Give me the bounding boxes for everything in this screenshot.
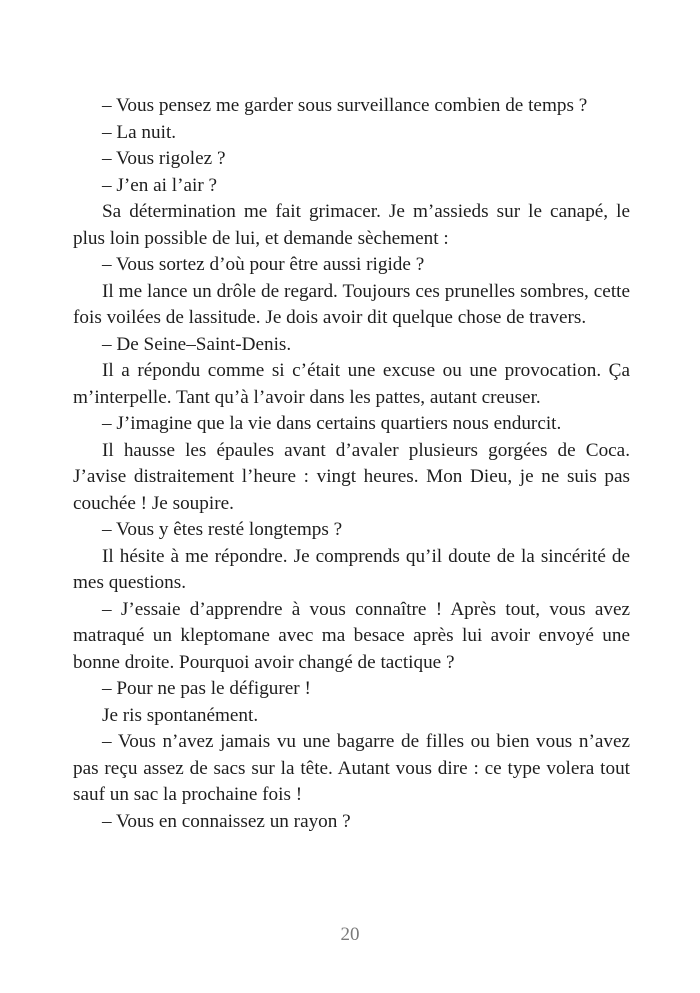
paragraph: – Vous pensez me garder sous surveillance combien de temps ? <box>102 95 588 116</box>
paragraph: – Vous sortez d’où pour être aussi rigide ? <box>102 254 425 275</box>
paragraph: – J’en ai l’air ? <box>102 174 218 196</box>
paragraph: Sa détermination me fait grimacer. Je m’assieds sur le canapé, le plus loin possible de lui, et demande sèchement : <box>73 201 630 249</box>
paragraph: – Vous y êtes resté longtemps ? <box>102 519 343 540</box>
paragraph: Il hausse les épaules avant d’avaler plusieurs gorgées de Coca. J’avise distraitement l’heure : vingt heures. Mon Dieu, je ne suis pas couchée ! Je soupire. <box>73 439 630 514</box>
paragraph: Il me lance un drôle de regard. Toujours ces prunelles sombres, cette fois voilées de lassitude. Je dois avoir dit quelque chose de travers. <box>73 280 630 328</box>
paragraph: – Vous rigolez ? <box>102 148 226 169</box>
paragraph: – J’imagine que la vie dans certains quartiers nous endurcit. <box>102 413 562 434</box>
page-body <box>73 93 630 835</box>
paragraph: – J’essaie d’apprendre à vous connaître ! Après tout, vous avez matraqué un kleptomane avec ma besace après lui avoir envoyé une bonne droite. Pourquoi avoir changé de tactique ? <box>73 598 630 673</box>
paragraph: – Vous en connaissez un rayon ? <box>102 810 351 832</box>
paragraph: Il hésite à me répondre. Je comprends qu’il doute de la sincérité de mes questions. <box>73 545 630 593</box>
paragraph: – Vous n’avez jamais vu une bagarre de filles ou bien vous n’avez pas reçu assez de sacs sur la tête. Autant vous dire : ce type volera tout sauf un sac la prochaine fois ! <box>73 731 630 805</box>
paragraph: – Pour ne pas le défigurer ! <box>102 678 311 699</box>
paragraph: – De Seine–Saint-Denis. <box>102 333 292 355</box>
paragraph: Je ris spontanément. <box>102 704 259 726</box>
paragraph: Il a répondu comme si c’était une excuse ou une provocation. Ça m’interpelle. Tant qu’à l’avoir dans les pattes, autant creuser. <box>73 360 630 408</box>
paragraph: – La nuit. <box>102 121 177 143</box>
page-number: 20 <box>340 924 360 945</box>
